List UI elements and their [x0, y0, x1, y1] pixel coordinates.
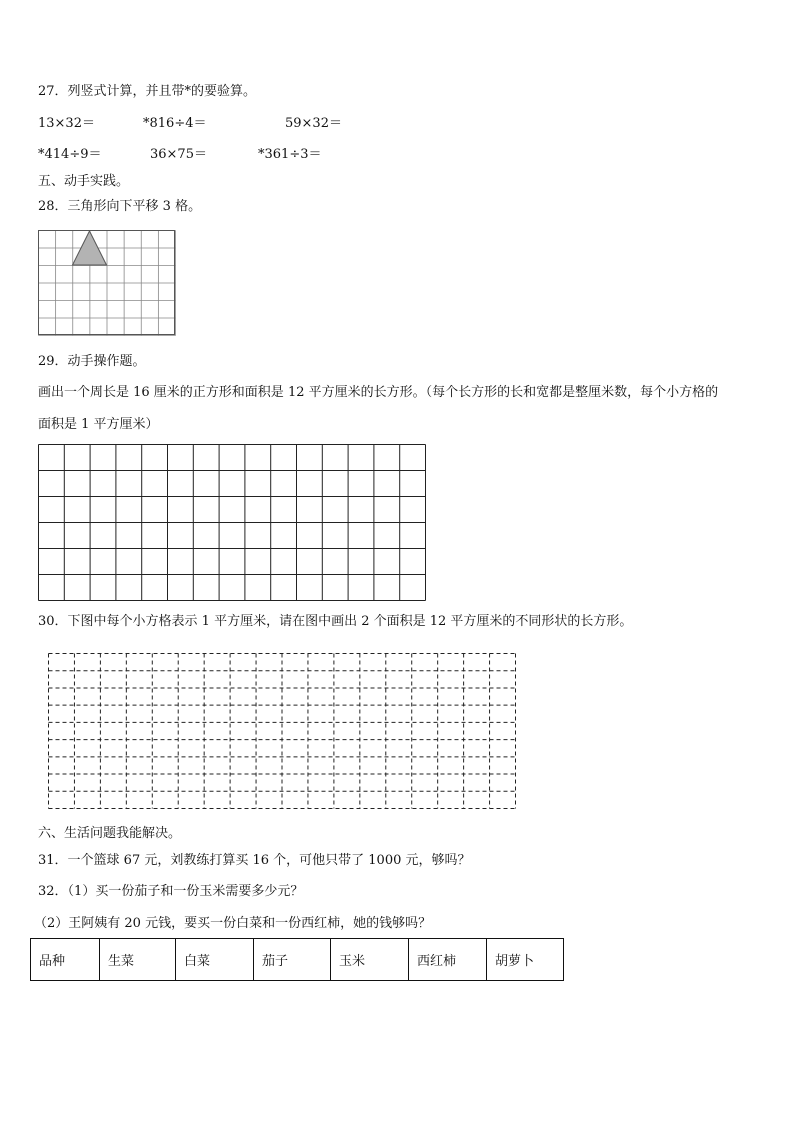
q27-expr-4: *414÷9＝ — [38, 147, 102, 162]
q29-title: 29．动手操作题。 — [38, 354, 146, 369]
q30-grid-svg — [48, 653, 516, 809]
q27-expr-5: 36×75＝ — [150, 147, 207, 162]
q29-grid-svg — [38, 444, 426, 601]
q27-title: 27．列竖式计算，并且带*的要验算。 — [38, 84, 257, 99]
table-cell-cabbage: 白菜 — [176, 939, 254, 981]
q27-expr-2: *816÷4＝ — [143, 116, 207, 131]
q29-text-line2: 面积是 1 平方厘米） — [38, 417, 159, 432]
table-row — [31, 939, 564, 981]
q28-grid[interactable] — [38, 230, 176, 336]
q28-grid-svg — [38, 230, 176, 336]
q32-part1: 32．（1）买一份茄子和一份玉米需要多少元？ — [38, 884, 304, 899]
vegetable-table — [30, 938, 564, 981]
section-5-heading: 五、动手实践。 — [38, 174, 130, 189]
q27-expr-6: *361÷3＝ — [258, 147, 322, 162]
q30-title: 30．下图中每个小方格表示 1 平方厘米，请在图中画出 2 个面积是 12 平方厘米的不同形状的长方形。 — [38, 614, 633, 629]
table-cell-variety: 品种 — [31, 939, 100, 981]
section-6-heading: 六、生活问题我能解决。 — [38, 826, 182, 841]
q30-dashed-grid[interactable] — [48, 653, 516, 809]
q31-text: 31．一个篮球 67 元，刘教练打算买 16 个，可他只带了 1000 元，够吗？ — [38, 853, 471, 868]
table-cell-carrot: 胡萝卜 — [487, 939, 564, 981]
q29-grid[interactable] — [38, 444, 426, 601]
table-cell-lettuce: 生菜 — [100, 939, 176, 981]
table-cell-tomato: 西红柿 — [409, 939, 487, 981]
q27-expr-3: 59×32＝ — [285, 116, 342, 131]
q27-expr-1: 13×32＝ — [38, 116, 95, 131]
q29-text-line1: 画出一个周长是 16 厘米的正方形和面积是 12 平方厘米的长方形。（每个长方形的长和宽都是整厘米数，每个小方格的 — [38, 385, 719, 400]
table-cell-eggplant: 茄子 — [254, 939, 331, 981]
table-cell-corn: 玉米 — [331, 939, 409, 981]
q32-part2: （2）王阿姨有 20 元钱，要买一份白菜和一份西红柿，她的钱够吗？ — [34, 916, 432, 931]
q28-title: 28．三角形向下平移 3 格。 — [38, 199, 202, 214]
